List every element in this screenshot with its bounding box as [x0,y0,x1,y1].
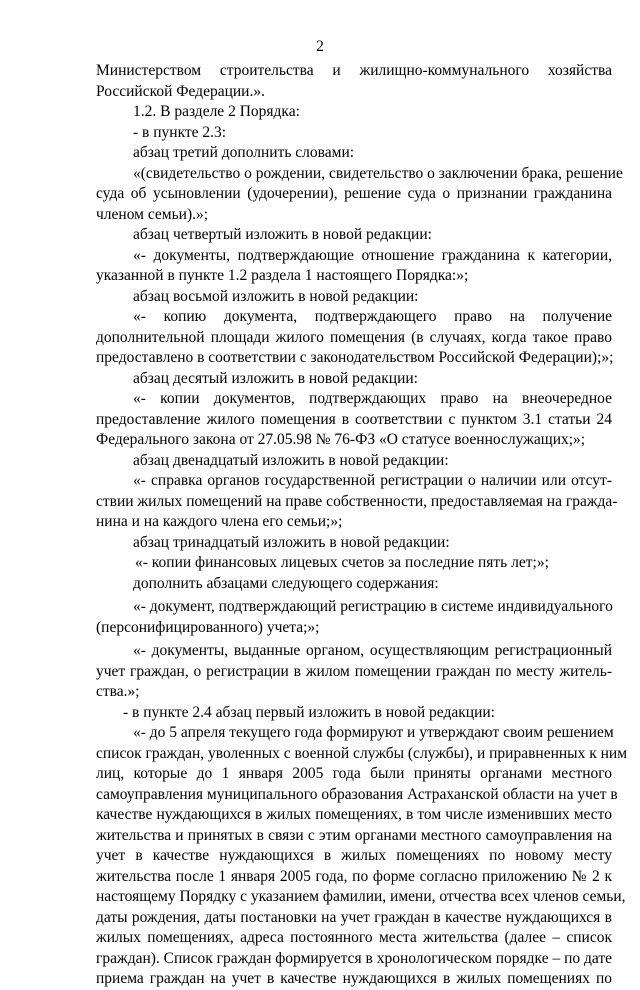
text-line: Министерством строительства и жилищно-коммунального хозяйства [96,62,612,79]
text-line: «- справка органов государственной регистрации о наличии или отсут- [133,472,612,489]
text-line: лиц, которые до 1 января 2005 года были приняты органами местного [96,765,612,782]
text-line: приема граждан на учет в качестве нуждающихся в жилых помещениях по [96,970,612,987]
text-line: членом семьи).»; [96,205,209,223]
text-line: «- документы, выданные органом, осуществляющим регистрационный [133,642,612,659]
text-line: абзац двенадцатый изложить в новой редакции: [133,451,449,469]
text-line: нина и на каждого члена его семьи;»; [96,513,343,530]
text-line: самоуправления муниципального образования Астраханской области на учет в [96,785,618,803]
text-line: «- копию документа, подтверждающего право на получение [133,308,612,325]
text-line: абзац четвертый изложить в новой редакции: [133,226,432,243]
text-line: жительства и принятых в связи с этим органами местного самоуправления на [96,826,612,844]
text-line: абзац тринадцатый изложить в новой редакции: [133,533,450,551]
text-line: учет граждан, о регистрации в жилом помещении граждан по месту житель- [96,662,612,680]
text-line: настоящему Порядку с указанием фамилии, имени, отчества всех членов семьи, [96,888,626,905]
text-line: абзац третий дополнить словами: [133,144,355,161]
text-line: список граждан, уволенных с военной службы (службы), и приравненных к ним [96,744,628,762]
text-line: абзац десятый изложить в новой редакции: [133,369,418,387]
text-line: 1.2. В разделе 2 Порядка: [133,103,300,120]
text-line: абзац восьмой изложить в новой редакции: [133,287,419,305]
text-line: качестве нуждающихся в жилых помещениях, в том числе изменивших место [96,806,612,823]
text-line: «(свидетельство о рождении, свидетельство о заключении брака, решение [133,164,623,182]
text-line: ствии жилых помещений на праве собственности, предоставляемая на гражда- [96,492,618,510]
text-line: «- документы, подтверждающие отношение гражданина к категории, [133,246,612,264]
text-line: (персонифицированного) учета;»; [96,618,320,636]
text-line: суда об усыновлении (удочерении), решение суда о признании гражданина [96,185,612,202]
text-line: предоставление жилого помещения в соответствии с пунктом 3.1 статьи 24 [96,410,612,428]
text-line: дополнительной площади жилого помещения (в случаях, когда такое право [96,328,612,346]
text-line: дополнить абзацами следующего содержания: [133,574,439,592]
text-line: «- до 5 апреля текущего года формируют и утверждают своим решением [133,724,614,741]
text-line: даты рождения, даты постановки на учет граждан в качестве нуждающихся в [96,908,612,926]
text-line: учет в качестве нуждающихся в жилых помещениях по новому месту [96,847,612,864]
text-line: жилых помещениях, адреса постоянного места жительства (далее – список [96,929,612,946]
text-line: «- документ, подтверждающий регистрацию в системе индивидуального [133,598,613,615]
text-line: «- копии финансовых лицевых счетов за последние пять лет;»; [135,554,549,571]
text-line: жительства после 1 января 2005 года, по форме согласно приложению № 2 к [96,867,612,885]
page-number: 2 [316,38,324,55]
text-line: указанной в пункте 1.2 раздела 1 настоящего Порядка:»; [96,267,469,284]
text-line: ства.»; [96,683,140,700]
text-line: предоставлено в соответствии с законодательством Российской Федерации);»; [96,349,614,366]
text-line: Российской Федерации.». [96,82,265,100]
text-line: граждан). Список граждан формируется в хронологическом порядке – по дате [96,949,613,967]
text-line: - в пункте 2.4 абзац первый изложить в новой редакции: [123,703,495,721]
text-line: - в пункте 2.3: [133,123,227,141]
text-line: «- копии документов, подтверждающих право на внеочередное [133,390,612,407]
text-line: Федерального закона от 27.05.98 № 76-ФЗ «О статусе военнослужащих;»; [96,431,586,448]
document-body [96,61,628,990]
